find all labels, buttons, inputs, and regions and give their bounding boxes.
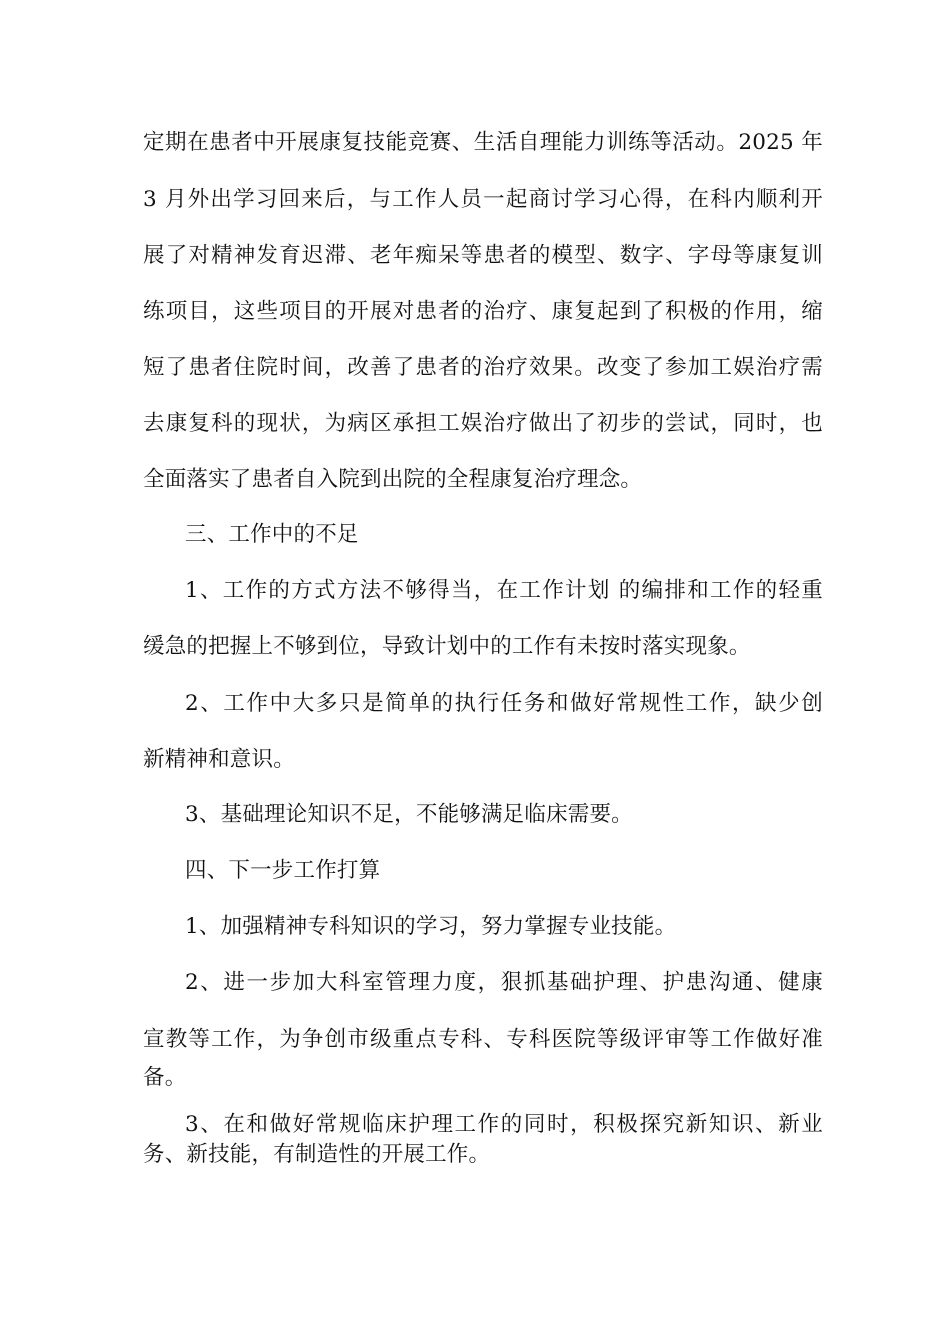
paragraph-line: 2、工作中大多只是简单的执行任务和做好常规性工作，缺少创 [185, 691, 823, 716]
paragraph-line: 务、新技能，有制造性的开展工作。 [143, 1142, 491, 1167]
paragraph-line: 定期在患者中开展康复技能竞赛、生活自理能力训练等活动。2025 年 [143, 130, 823, 155]
paragraph-line: 3 月外出学习回来后，与工作人员一起商讨学习心得，在科内顺利开 [143, 187, 823, 212]
paragraph-line: 1、加强精神专科知识的学习，努力掌握专业技能。 [185, 914, 677, 939]
paragraph-line: 新精神和意识。 [143, 747, 295, 772]
paragraph-line: 展了对精神发育迟滞、老年痴呆等患者的模型、数字、字母等康复训 [143, 243, 823, 268]
section-heading: 三、工作中的不足 [185, 522, 359, 547]
paragraph-line: 3、基础理论知识不足，不能够满足临床需要。 [185, 802, 633, 827]
section-heading: 四、下一步工作打算 [185, 858, 381, 883]
paragraph-line: 1、工作的方式方法不够得当，在工作计划 的编排和工作的轻重 [185, 578, 823, 603]
paragraph-line: 练项目，这些项目的开展对患者的治疗、康复起到了积极的作用，缩 [143, 299, 823, 324]
paragraph-line: 全面落实了患者自入院到出院的全程康复治疗理念。 [143, 467, 643, 492]
paragraph-line: 缓急的把握上不够到位，导致计划中的工作有未按时落实现象。 [143, 634, 751, 659]
paragraph-line: 备。 [143, 1065, 187, 1090]
paragraph-line: 2、进一步加大科室管理力度，狠抓基础护理、护患沟通、健康 [185, 970, 823, 995]
paragraph-line: 宣教等工作，为争创市级重点专科、专科医院等级评审等工作做好准 [143, 1027, 823, 1052]
paragraph-line: 短了患者住院时间，改善了患者的治疗效果。改变了参加工娱治疗需 [143, 355, 823, 380]
paragraph-line: 去康复科的现状，为病区承担工娱治疗做出了初步的尝试，同时，也 [143, 411, 823, 436]
paragraph-line: 3、在和做好常规临床护理工作的同时，积极探究新知识、新业 [185, 1112, 823, 1137]
